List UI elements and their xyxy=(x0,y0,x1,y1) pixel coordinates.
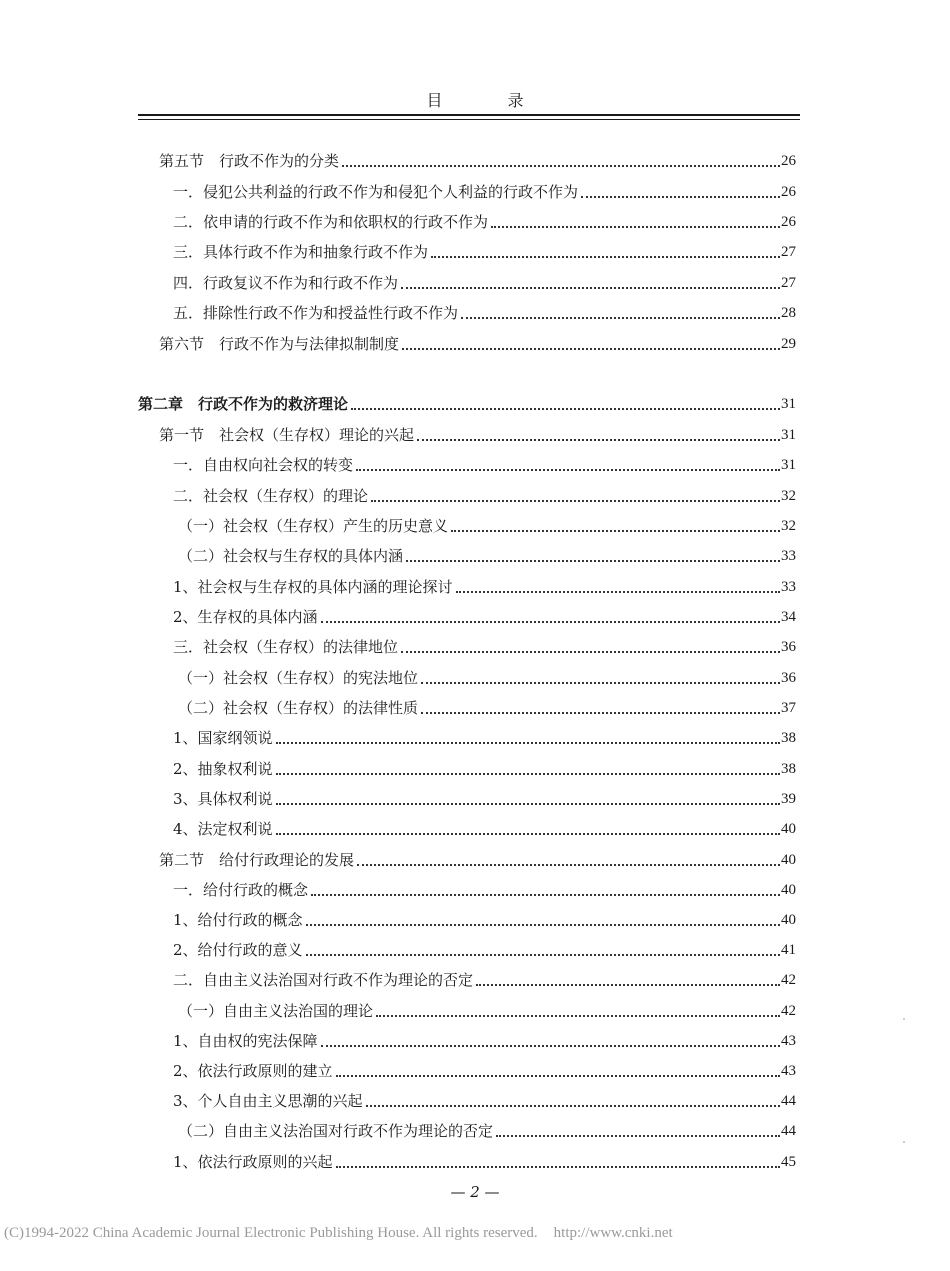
toc-entry[interactable] xyxy=(173,909,796,931)
toc-entry[interactable] xyxy=(173,969,796,991)
toc-page-number: 44 xyxy=(781,1093,796,1109)
toc-dot-leader xyxy=(321,1044,780,1047)
toc-page-number: 40 xyxy=(781,852,796,868)
toc-dot-leader xyxy=(311,893,780,896)
toc-dot-leader xyxy=(357,863,780,866)
toc-dot-leader xyxy=(461,316,780,319)
toc-entry[interactable] xyxy=(173,879,796,901)
toc-entry-title: （一）社会权（生存权）产生的历史意义 xyxy=(178,517,449,535)
toc-page-number: 29 xyxy=(781,336,796,352)
toc-entry[interactable] xyxy=(173,241,796,263)
toc-entry-title: 二．社会权（生存权）的理论 xyxy=(173,487,369,505)
toc-entry-title: （一）社会权（生存权）的宪法地位 xyxy=(178,669,419,687)
toc-entry[interactable] xyxy=(178,545,796,567)
toc-entry-title: 第二章 行政不作为的救济理论 xyxy=(138,395,349,413)
toc-entry-title: 1、社会权与生存权的具体内涵的理论探讨 xyxy=(173,578,453,596)
toc-entry[interactable] xyxy=(173,727,796,749)
toc-page-number: 31 xyxy=(781,396,796,412)
toc-page-number: 33 xyxy=(781,579,796,595)
toc-entry-title: 2、给付行政的意义 xyxy=(173,941,303,959)
scan-speck xyxy=(903,1141,905,1143)
toc-page-number: 31 xyxy=(781,427,796,443)
toc-entry[interactable] xyxy=(173,576,796,598)
toc-page-number: 27 xyxy=(781,275,796,291)
toc-page-number: 33 xyxy=(781,548,796,564)
toc-dot-leader xyxy=(417,438,780,441)
toc-dot-leader xyxy=(306,953,780,956)
scan-speck xyxy=(903,1018,905,1020)
toc-entry-title: 2、依法行政原则的建立 xyxy=(173,1062,333,1080)
toc-page-number: 37 xyxy=(781,700,796,716)
toc-entry-title: （一）自由主义法治国的理论 xyxy=(178,1002,374,1020)
toc-entry[interactable] xyxy=(178,697,796,719)
toc-page-number: 38 xyxy=(781,761,796,777)
toc-entry[interactable] xyxy=(159,424,796,446)
toc-entry-title: 第六节 行政不作为与法律拟制制度 xyxy=(159,335,400,353)
toc-page-number: 38 xyxy=(781,730,796,746)
page-title: 目 录 xyxy=(426,91,554,110)
toc-page-number: 26 xyxy=(781,153,796,169)
toc-dot-leader xyxy=(351,407,780,410)
toc-page-number: 36 xyxy=(781,639,796,655)
toc-page-number: 34 xyxy=(781,609,796,625)
toc-page-number: 43 xyxy=(781,1063,796,1079)
toc-entry[interactable] xyxy=(159,333,796,355)
toc-page-number: 40 xyxy=(781,912,796,928)
copyright-text: (C)1994-2022 China Academic Journal Electronic Publishing House. All rights reserved. xyxy=(4,1225,538,1241)
toc-entry[interactable] xyxy=(173,485,796,507)
toc-entry[interactable] xyxy=(173,758,796,780)
toc-dot-leader xyxy=(276,832,780,835)
toc-page-number: 39 xyxy=(781,791,796,807)
toc-entry[interactable] xyxy=(173,272,796,294)
toc-entry-title: 三．社会权（生存权）的法律地位 xyxy=(173,638,399,656)
toc-page-number: 31 xyxy=(781,457,796,473)
toc-dot-leader xyxy=(476,983,780,986)
toc-entry-title: 3、个人自由主义思潮的兴起 xyxy=(173,1092,363,1110)
toc-dot-leader xyxy=(371,499,780,502)
toc-entry[interactable] xyxy=(159,150,796,172)
toc-entry[interactable] xyxy=(173,302,796,324)
toc-entry-title: 3、具体权利说 xyxy=(173,790,273,808)
toc-entry-title: 第一节 社会权（生存权）理论的兴起 xyxy=(159,426,415,444)
toc-entry[interactable] xyxy=(173,636,796,658)
toc-entry-title: 一．自由权向社会权的转变 xyxy=(173,456,354,474)
toc-dot-leader xyxy=(401,650,780,653)
toc-dot-leader xyxy=(431,255,780,258)
cnki-url: http://www.cnki.net xyxy=(553,1225,673,1241)
toc-page-number: 27 xyxy=(781,244,796,260)
toc-page-number: 36 xyxy=(781,670,796,686)
toc-entry-title: 4、法定权利说 xyxy=(173,820,273,838)
toc-page-number: 28 xyxy=(781,305,796,321)
toc-entry-title: 1、自由权的宪法保障 xyxy=(173,1032,318,1050)
toc-entry-title: 1、国家纲领说 xyxy=(173,729,273,747)
toc-dot-leader xyxy=(366,1104,780,1107)
toc-entry-title: 二．自由主义法治国对行政不作为理论的否定 xyxy=(173,971,474,989)
toc-entry[interactable] xyxy=(173,1090,796,1112)
toc-entry[interactable] xyxy=(173,454,796,476)
toc-page-number: 26 xyxy=(781,214,796,230)
toc-entry[interactable] xyxy=(173,181,796,203)
toc-entry-title: 一．侵犯公共利益的行政不作为和侵犯个人利益的行政不作为 xyxy=(173,183,579,201)
toc-entry[interactable] xyxy=(173,211,796,233)
toc-page-number: 40 xyxy=(781,821,796,837)
toc-entry-title: 2、生存权的具体内涵 xyxy=(173,608,318,626)
toc-page-number: 32 xyxy=(781,488,796,504)
toc-page-number: 42 xyxy=(781,972,796,988)
toc-dot-leader xyxy=(276,772,780,775)
toc-entry[interactable] xyxy=(173,939,796,961)
toc-entry-title: （二）社会权（生存权）的法律性质 xyxy=(178,699,419,717)
toc-entry-title: 2、抽象权利说 xyxy=(173,760,273,778)
toc-dot-leader xyxy=(276,741,780,744)
toc-entry[interactable] xyxy=(173,606,796,628)
toc-page-number: 42 xyxy=(781,1003,796,1019)
toc-entry[interactable] xyxy=(173,818,796,840)
toc-entry[interactable] xyxy=(178,1000,796,1022)
toc-entry-title: （二）自由主义法治国对行政不作为理论的否定 xyxy=(178,1122,494,1140)
toc-dot-leader xyxy=(421,711,780,714)
toc-dot-leader xyxy=(342,164,780,167)
toc-entry[interactable] xyxy=(173,788,796,810)
toc-entry-title: 二．依申请的行政不作为和依职权的行政不作为 xyxy=(173,213,489,231)
toc-dot-leader xyxy=(406,559,780,562)
toc-entry-title: 第二节 给付行政理论的发展 xyxy=(159,851,355,869)
toc-dot-leader xyxy=(336,1165,780,1168)
toc-entry-title: 三．具体行政不作为和抽象行政不作为 xyxy=(173,243,429,261)
toc-dot-leader xyxy=(336,1074,780,1077)
toc-page-number: 43 xyxy=(781,1033,796,1049)
toc-dot-leader xyxy=(402,347,780,350)
toc-page-number: 32 xyxy=(781,518,796,534)
toc-page-number: 40 xyxy=(781,882,796,898)
toc-entry[interactable] xyxy=(178,667,796,689)
toc-entry-title: 1、给付行政的概念 xyxy=(173,911,303,929)
toc-entry[interactable] xyxy=(159,849,796,871)
toc-entry-title: 一．给付行政的概念 xyxy=(173,881,309,899)
toc-entry-title: （二）社会权与生存权的具体内涵 xyxy=(178,547,404,565)
toc-entry-title: 1、依法行政原则的兴起 xyxy=(173,1153,333,1171)
toc-entry-title: 五．排除性行政不作为和授益性行政不作为 xyxy=(173,304,459,322)
toc-entry[interactable] xyxy=(173,1060,796,1082)
toc-entry[interactable] xyxy=(173,1030,796,1052)
toc-dot-leader xyxy=(456,590,780,593)
toc-dot-leader xyxy=(321,620,780,623)
toc-page-number: 44 xyxy=(781,1123,796,1139)
toc-entry[interactable] xyxy=(138,393,796,415)
toc-dot-leader xyxy=(356,468,780,471)
toc-dot-leader xyxy=(491,225,780,228)
toc-entry-title: 第五节 行政不作为的分类 xyxy=(159,152,340,170)
toc-page-number: 41 xyxy=(781,942,796,958)
toc-page-number: 45 xyxy=(781,1154,796,1170)
toc-dot-leader xyxy=(376,1014,780,1017)
toc-dot-leader xyxy=(581,195,780,198)
page-number: — 2 — xyxy=(450,1183,500,1201)
toc-dot-leader xyxy=(306,923,780,926)
toc-dot-leader xyxy=(496,1134,780,1137)
toc-dot-leader xyxy=(401,286,780,289)
copyright-line xyxy=(4,1225,673,1242)
toc-dot-leader xyxy=(276,802,780,805)
toc-entry[interactable] xyxy=(173,1151,796,1173)
toc-entry-title: 四．行政复议不作为和行政不作为 xyxy=(173,274,399,292)
toc-dot-leader xyxy=(451,529,780,532)
toc-entry[interactable] xyxy=(178,515,796,537)
toc-dot-leader xyxy=(421,681,780,684)
toc-page-number: 26 xyxy=(781,184,796,200)
toc-entry[interactable] xyxy=(178,1120,796,1142)
